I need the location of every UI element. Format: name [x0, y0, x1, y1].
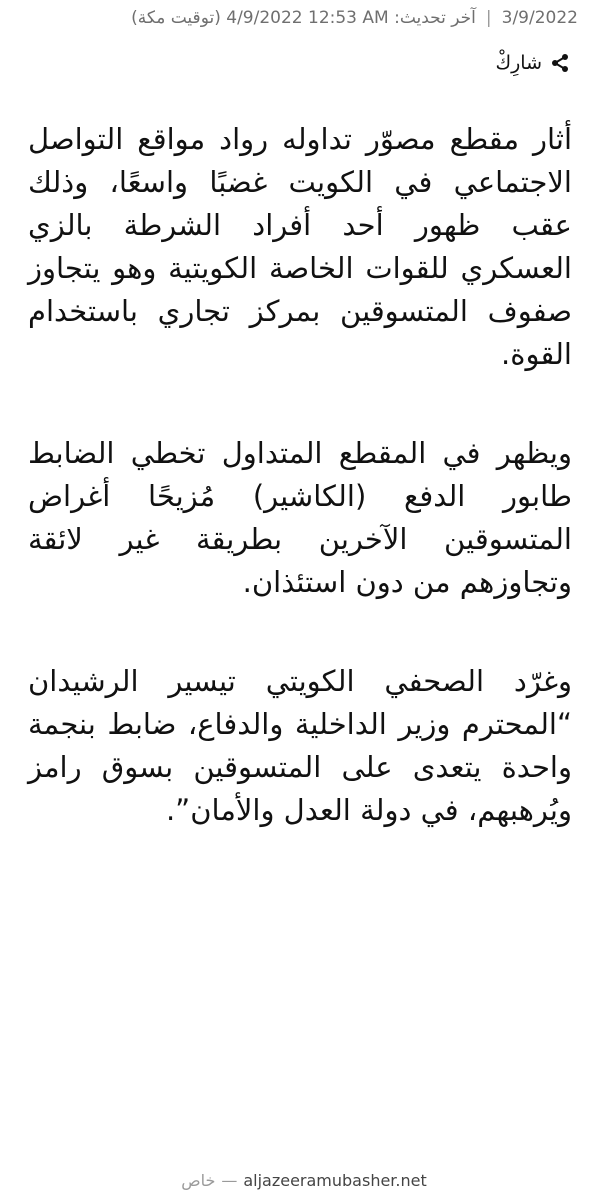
- article-paragraph: وغرّد الصحفي الكويتي تيسير الرشيدان “المحترم وزير الداخلية والدفاع، ضابط بنجمة واحدة يتعدى على المتسوقين بسوق رامز ويُرهبهم، في دولة العدل والأمان”.: [28, 664, 572, 827]
- article-meta: [24, 4, 578, 32]
- footer-dash: —: [221, 1170, 238, 1190]
- article-body: [28, 118, 572, 888]
- article-paragraph: أثار مقطع مصوّر تداوله رواد مواقع التواصل الاجتماعي في الكويت غضبًا واسعًا، وذلك عقب ظهور أحد أفراد الشرطة بالزي العسكري للقوات الخاصة الكويتية وهو يتجاوز صفوف المتسوقين بمركز تجاري باستخدام القوة.: [28, 122, 572, 371]
- source-domain[interactable]: aljazeeramubasher.net: [243, 1170, 427, 1190]
- updated-label: آخر تحديث:: [394, 8, 476, 28]
- share-label: شارِكْ: [495, 52, 542, 74]
- share-icon: [550, 53, 570, 73]
- meta-separator: |: [485, 8, 492, 28]
- updated-datetime: 4/9/2022 12:53 AM: [226, 8, 389, 28]
- source-footer: [0, 1168, 602, 1192]
- share-button[interactable]: [495, 52, 570, 74]
- article-paragraph: ويظهر في المقطع المتداول تخطي الضابط طابور الدفع (الكاشير) مُزيحًا أغراض المتسوقين الآخرين بطريقة غير لائقة وتجاوزهم من دون استئذان.: [28, 436, 572, 599]
- published-date: 3/9/2022: [501, 8, 578, 28]
- exclusive-tag: خاص: [181, 1170, 216, 1190]
- timezone-label: (توقيت مكة): [131, 8, 221, 28]
